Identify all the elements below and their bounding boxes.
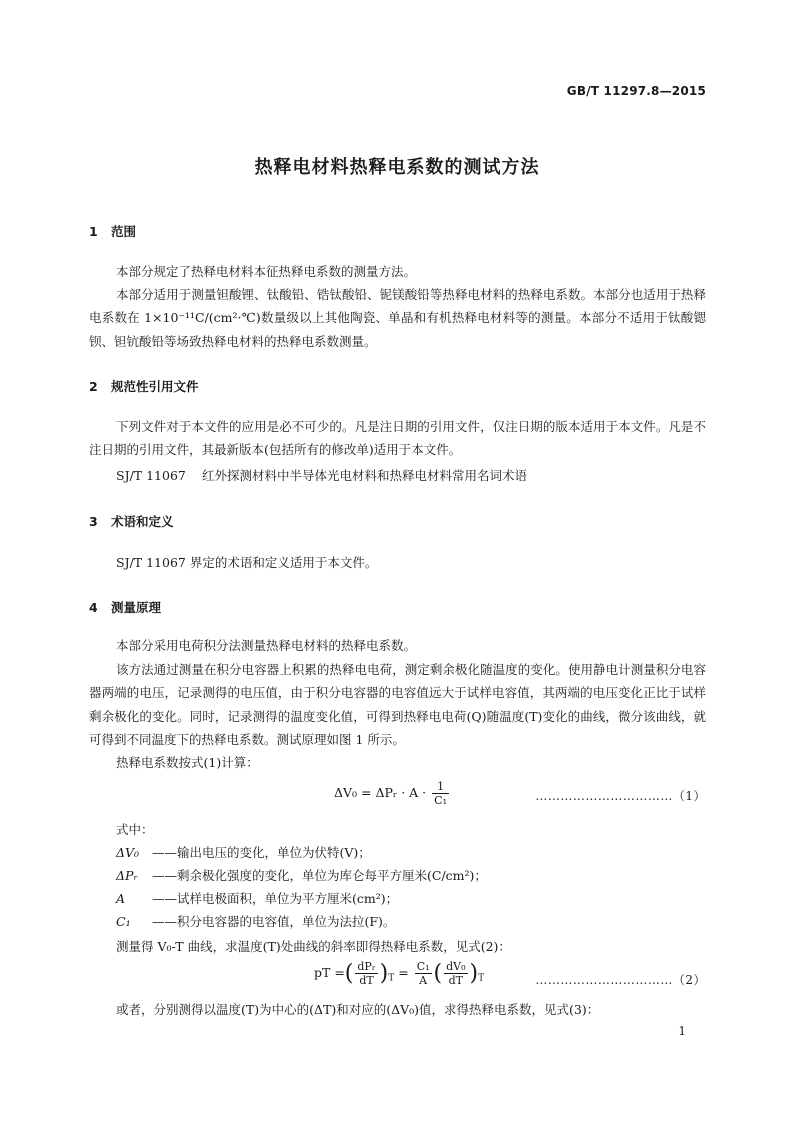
- definition-item: [116, 889, 398, 907]
- right-paren: ): [379, 961, 389, 986]
- definition: ——试样电极面积，单位为平方厘米(cm²)；: [152, 891, 399, 906]
- symbol: A: [116, 891, 126, 906]
- section-1-heading: [89, 222, 136, 240]
- left-paren: (: [433, 961, 443, 986]
- definition-item: [116, 866, 487, 884]
- section-number: 1: [89, 224, 98, 239]
- section-title: 规范性引用文件: [111, 379, 199, 394]
- page-number: 1: [678, 1024, 686, 1038]
- section-2-heading: [89, 377, 199, 395]
- formula-2: [314, 960, 484, 987]
- section-number: 2: [89, 379, 98, 394]
- numerator: C₁: [416, 960, 430, 973]
- symbol: C₁: [116, 914, 131, 929]
- numerator: dPᵣ: [357, 960, 376, 973]
- section-number: 3: [89, 514, 98, 529]
- reference-code: SJ/T 11067: [116, 468, 186, 483]
- right-paren: ): [469, 961, 479, 986]
- section-3-heading: [89, 512, 174, 530]
- left-paren: (: [344, 961, 354, 986]
- definition: ——积分电容器的电容值，单位为法拉(F)。: [152, 914, 396, 929]
- fraction: [355, 960, 377, 987]
- denominator: C₁: [434, 794, 447, 807]
- document-title: 热释电材料热释电系数的测试方法: [254, 157, 540, 178]
- definition-item: [116, 843, 371, 861]
- definition: ——剩余极化强度的变化，单位为库仑每平方厘米(C/cm²)；: [152, 868, 487, 883]
- formula-lhs: ΔV₀ = ΔPᵣ · A ·: [334, 785, 427, 800]
- paragraph: 本部分规定了热释电材料本征热释电系数的测量方法。: [116, 264, 417, 279]
- numerator: dV₀: [446, 960, 466, 973]
- paragraph: 热释电系数按式(1)计算：: [116, 755, 259, 770]
- paragraph: 本部分适用于测量钽酸锂、钛酸铅、锆钛酸铅、铌镁酸铅等热释电材料的热释电系数。本部分也适用于热释电系数在 1×10⁻¹¹C/(cm²·℃)数量级以上其他陶瓷、单晶和有机热释电材料等的测量。本部分不适用于钛酸锶钡、钽钪酸铅等场致热释电材料的热释电系数测量。: [89, 287, 706, 349]
- numerator: 1: [432, 780, 449, 794]
- fraction: [415, 960, 432, 987]
- symbol: ΔV₀: [116, 845, 140, 860]
- definition-item: [116, 912, 395, 930]
- equation-number-1: ……………………………（1）: [535, 789, 706, 803]
- paragraph: SJ/T 11067 界定的术语和定义适用于本文件。: [116, 555, 378, 570]
- paragraph: 或者，分别测得以温度(T)为中心的(ΔT)和对应的(ΔV₀)值，求得热释电系数，见式(3)：: [116, 1002, 600, 1017]
- section-number: 4: [89, 600, 98, 615]
- where-label: 式中：: [116, 822, 154, 837]
- subscript: T: [478, 973, 485, 984]
- fraction: [444, 960, 467, 987]
- paragraph: 本部分采用电荷积分法测量热释电材料的热释电系数。: [116, 638, 417, 653]
- formula-lhs: pT =: [314, 965, 345, 980]
- fraction: [432, 780, 449, 807]
- equation-number-2: ……………………………（2）: [535, 973, 706, 987]
- section-title: 术语和定义: [111, 514, 174, 529]
- section-4-heading: [89, 598, 161, 616]
- standard-number: GB/T 11297.8—2015: [566, 84, 706, 98]
- denominator: dT: [448, 974, 464, 987]
- equals-sign: =: [398, 965, 409, 980]
- paragraph: 测量得 V₀-T 曲线，求温度(T)处曲线的斜率即得热释电系数，见式(2)：: [116, 939, 511, 954]
- section-title: 测量原理: [111, 600, 162, 615]
- normative-reference: [116, 466, 527, 484]
- denominator: A: [419, 974, 428, 987]
- paragraph: 该方法通过测量在积分电容器上积累的热释电电荷，测定剩余极化随温度的变化。使用静电计测量积分电容器两端的电压，记录测得的电压值，由于积分电容器的电容值远大于试样电容值，其两端的电压变化正比于试样剩余极化的变化。同时，记录测得的温度变化值，可得到热释电电荷(Q)随温度(T)变化的曲线，微分该曲线，就可得到不同温度下的热释电系数。测试原理如图 1 所示。: [89, 662, 706, 747]
- reference-title: 红外探测材料中半导体光电材料和热释电材料常用名词术语: [202, 468, 528, 483]
- paragraph: 下列文件对于本文件的应用是必不可少的。凡是注日期的引用文件，仅注日期的版本适用于本文件。凡是不注日期的引用文件，其最新版本(包括所有的修改单)适用于本文件。: [89, 419, 706, 458]
- subscript: T: [388, 973, 395, 984]
- symbol: ΔPᵣ: [116, 868, 138, 883]
- definition: ——输出电压的变化，单位为伏特(V)；: [152, 845, 371, 860]
- formula-1: [334, 780, 451, 807]
- section-title: 范围: [111, 224, 137, 239]
- denominator: dT: [359, 974, 374, 987]
